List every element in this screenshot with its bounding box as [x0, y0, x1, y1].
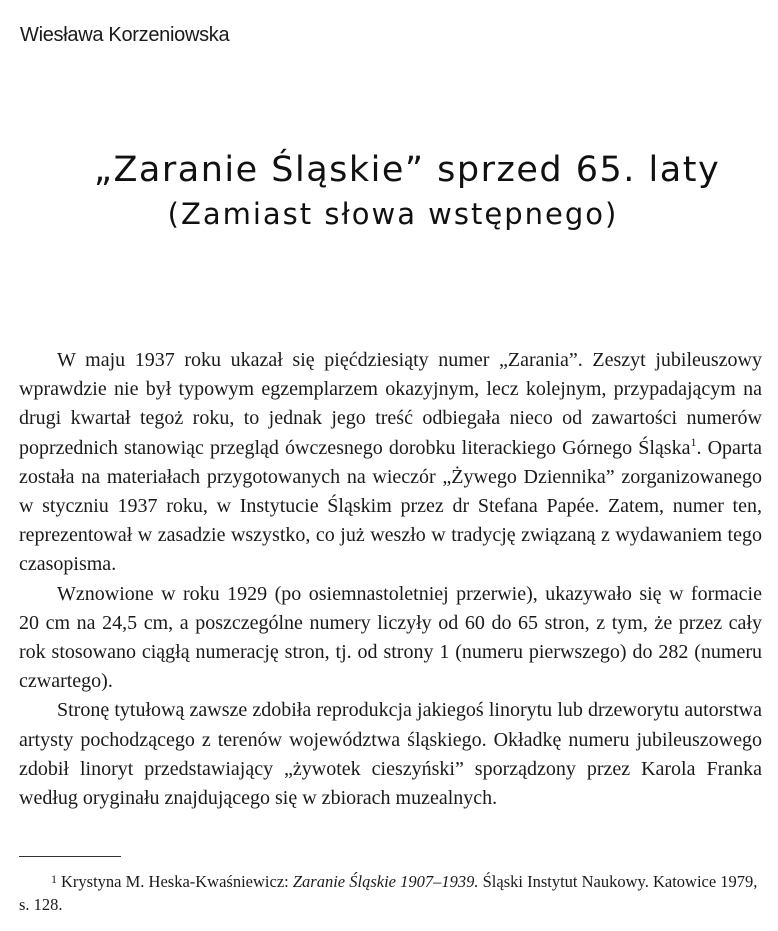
- running-header-author: Wiesława Korzeniowska: [20, 24, 230, 46]
- footnote: [19, 868, 762, 916]
- paragraph-3: Stronę tytułową zawsze zdobiła reprodukcja jakiegoś linorytu lub drzeworytu autorstwa artysty pochodzącego z terenów województwa śląskiego. Okładkę numeru jubileuszowego zdobił linoryt przedstawiający „żywotek cieszyński” sporządzony przez Karola Franka według oryginału znajdującego się w zbiorach muzealnych.: [19, 699, 762, 810]
- article-title: „Zaranie Śląskie” sprzed 65. laty: [93, 150, 721, 190]
- footnote-book-title: Zaranie Śląskie 1907–1939.: [292, 872, 479, 891]
- paragraph-2: Wznowione w roku 1929 (po osiemnastoletniej przerwie), ukazywało się w formacie 20 cm na 24,5 cm, a poszczególne numery liczyły od 60 do 65 stron, z tym, że przez cały rok stosowano ciągłą numerację stron, tj. od strony 1 (numeru pierwszego) do 282 (numeru czwartego).: [19, 582, 762, 693]
- footnote-publisher: Śląski Instytut Naukowy. Katowice 1979, s. 128.: [19, 872, 758, 914]
- paragraph-1-part-a: W maju 1937 roku ukazał się pięćdziesiąty numer „Zarania”. Zeszyt jubileuszowy wprawdzie nie był typowym egzemplarzem okazyjnym, lecz kolejnym, przypadającym na drugi kwartał tegoż roku, to jednak jego treść odbiegała nieco od zawartości numerów poprzednich stanowiąc przegląd ówczesnego dorobku literackiego Górnego Śląska: [19, 349, 762, 459]
- article-subtitle: (Zamiast słowa wstępnego): [167, 197, 619, 231]
- article-body: [19, 346, 762, 813]
- footnote-divider: [19, 856, 121, 857]
- footnote-reference[interactable]: 1: [690, 434, 697, 449]
- paragraph-1-part-b: . Oparta została na materiałach przygotowanych na wieczór „Żywego Dziennika” zorganizowanego w styczniu 1937 roku, w Instytucie Śląskim przez dr Stefana Papée. Zatem, numer ten, reprezentował w zasadzie wszystko, co już weszło w tradycję związaną z wydawaniem tego czasopisma.: [19, 436, 762, 576]
- footnote-author: Krystyna M. Heska-Kwaśniewicz:: [61, 872, 289, 891]
- paragraph-1: [19, 346, 762, 580]
- footnote-mark: 1: [51, 872, 57, 886]
